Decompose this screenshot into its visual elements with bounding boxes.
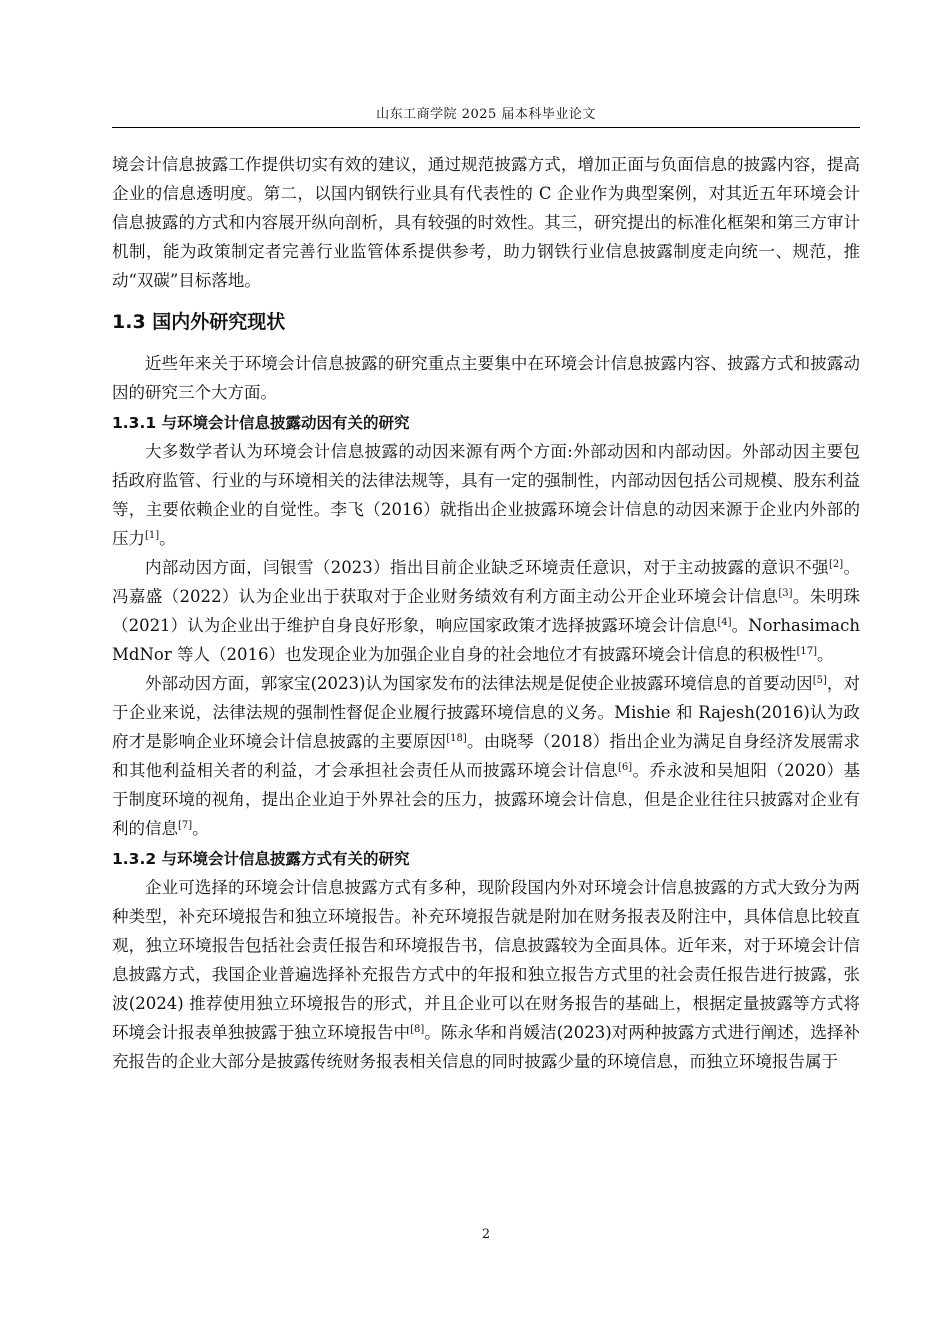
- citation-ref: [2]: [828, 559, 844, 570]
- page-body: [112, 150, 860, 1076]
- paragraph-text: 。由晓琴（2018）指出企业为满足自身经济发展需求和其他利益相关者的利益，才会承担社会责任从而披露环境会计信息: [112, 732, 861, 780]
- citation-ref: [1]: [145, 530, 160, 541]
- citation-ref: [8]: [410, 1024, 425, 1035]
- section-heading-1-3: 1.3 国内外研究现状: [112, 311, 286, 333]
- paragraph-text: 。: [159, 529, 176, 548]
- citation-ref: [4]: [717, 617, 732, 628]
- citation-ref: [6]: [617, 762, 633, 773]
- paragraph-text: 。: [192, 819, 209, 838]
- paragraph-internal-motives: [112, 553, 860, 669]
- header-rule: [112, 127, 860, 128]
- citation-ref: [18]: [446, 733, 467, 744]
- paragraph-text: 。Norhasimach MdNor 等人（2016）也发现企业为加强企业自身的社会地位才有披露环境会计信息的积极性: [112, 616, 860, 664]
- paragraph-disclosure-methods: [112, 873, 860, 1076]
- paragraph-motives-overview: [112, 437, 860, 553]
- intro-paragraph: 境会计信息披露工作提供切实有效的建议，通过规范披露方式，增加正面与负面信息的披露内容，提高企业的信息透明度。第二，以国内钢铁行业具有代表性的 C 企业作为典型案例，对其近五年环境会计信息披露的方式和内容展开纵向剖析，具有较强的时效性。其三，研究提出的标准化框架和第三方审计机制，能为政策制定者完善行业监管体系提供参考，助力钢铁行业信息披露制度走向统一、规范，推动“双碳”目标落地。: [112, 155, 860, 290]
- paragraph-text: 外部动因方面，郭家宝(2023)认为国家发布的法律法规是促使企业披露环境信息的首要动因: [145, 674, 813, 693]
- paragraph-text: 大多数学者认为环境会计信息披露的动因来源有两个方面:外部动因和内部动因。外部动因主要包括政府监管、行业的与环境相关的法律法规等，具有一定的强制性，内部动因包括公司规模、股东利益等，主要依赖企业的自觉性。李飞（2016）就指出企业披露环境会计信息的动因来源于企业内外部的压力: [112, 442, 860, 548]
- paragraph-text: 企业可选择的环境会计信息披露方式有多种，现阶段国内外对环境会计信息披露的方式大致分为两种类型，补充环境报告和独立环境报告。补充环境报告就是附加在财务报表及附注中，具体信息比较直观，独立环境报告包括社会责任报告和环境报告书，信息披露较为全面具体。近年来，对于环境会计信息披露方式，我国企业普遍选择补充报告方式中的年报和独立报告方式里的社会责任报告进行披露，张波(2024) 推荐使用独立环境报告的形式，并且企业可以在财务报告的基础上，根据定量披露等方式将环境会计报表单独披露于独立环境报告中: [112, 878, 860, 1042]
- paragraph-text: ，对于企业来说，法律法规的强制性督促企业履行披露环境信息的义务。Mishie 和 Rajesh(2016)认为政府才是影响企业环境会计信息披露的主要原因: [112, 674, 860, 751]
- paragraph-text: 。: [816, 645, 834, 664]
- paragraph-text: 。朱明珠（2021）认为企业出于维护自身良好形象，响应国家政策才选择披露环境会计信息: [112, 587, 860, 635]
- paragraph-text: 。陈永华和肖媛洁(2023)对两种披露方式进行阐述，选择补充报告的企业大部分是披露传统财务报表相关信息的同时披露少量的环境信息，而独立环境报告属于: [112, 1023, 861, 1071]
- citation-ref: [5]: [812, 675, 827, 686]
- paragraph-text: 内部动因方面，闫银雪（2023）指出目前企业缺乏环境责任意识，对于主动披露的意识不强: [145, 558, 829, 577]
- running-header: 山东工商学院 2025 届本科毕业论文: [376, 107, 596, 122]
- paragraph-external-motives: [112, 669, 860, 843]
- section-heading-1-3-2: 1.3.2 与环境会计信息披露方式有关的研究: [112, 850, 410, 868]
- citation-ref: [17]: [796, 646, 817, 657]
- page-number: 2: [481, 1227, 491, 1242]
- section-1-3-intro: 近些年来关于环境会计信息披露的研究重点主要集中在环境会计信息披露内容、披露方式和披露动因的研究三个大方面。: [112, 354, 860, 402]
- citation-ref: [7]: [178, 820, 193, 831]
- section-heading-1-3-1: 1.3.1 与环境会计信息披露动因有关的研究: [112, 414, 410, 432]
- paragraph-text: 。乔永波和吴旭阳（2020）基于制度环境的视角，提出企业迫于外界社会的压力，披露环境会计信息，但是企业往往只披露对企业有利的信息: [112, 761, 860, 838]
- citation-ref: [3]: [778, 588, 793, 599]
- paragraph-text: 。冯嘉盛（2022）认为企业出于获取对于企业财务绩效有利方面主动公开企业环境会计信息: [112, 558, 860, 606]
